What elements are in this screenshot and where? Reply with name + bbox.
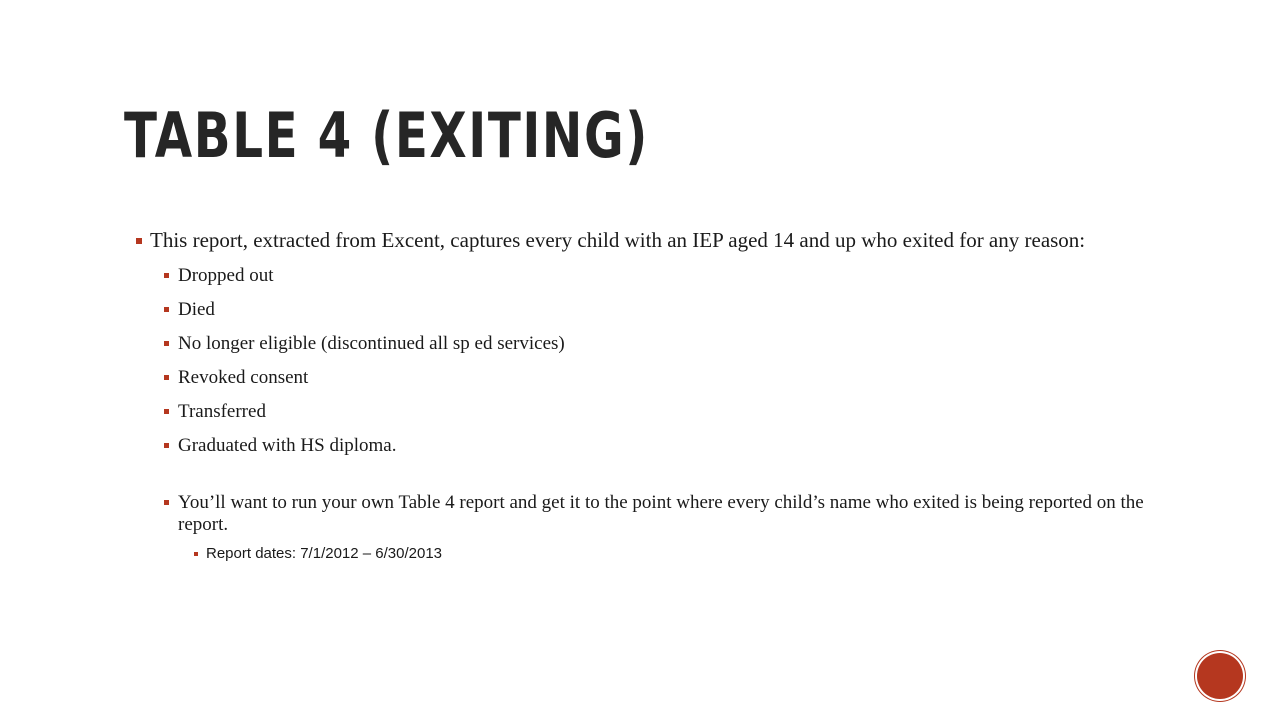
reason-text: Revoked consent bbox=[178, 367, 309, 388]
report-dates-text: Report dates: 7/1/2012 – 6/30/2013 bbox=[206, 545, 443, 562]
bullet-intro bbox=[150, 228, 1190, 253]
square-bullet-icon bbox=[164, 500, 169, 505]
square-bullet-icon bbox=[164, 307, 169, 312]
reason-item bbox=[178, 299, 1190, 321]
square-bullet-icon bbox=[136, 238, 142, 244]
reason-item bbox=[178, 401, 1190, 423]
spacer bbox=[150, 457, 1190, 492]
reason-text: No longer eligible (discontinued all sp ed services) bbox=[178, 333, 565, 354]
reason-item bbox=[178, 367, 1190, 389]
bullet-instruction bbox=[178, 492, 1190, 536]
reason-text: Died bbox=[178, 299, 215, 320]
reason-item bbox=[178, 333, 1190, 355]
reason-text: Transferred bbox=[178, 401, 266, 422]
square-bullet-icon bbox=[164, 341, 169, 346]
bullet-report-dates bbox=[206, 545, 1190, 563]
square-bullet-icon bbox=[164, 409, 169, 414]
square-bullet-icon bbox=[164, 273, 169, 278]
slide-left-edge bbox=[0, 0, 20, 720]
instruction-text: You’ll want to run your own Table 4 report and get it to the point where every child’s name who exited is being reported on the report. bbox=[178, 492, 1144, 535]
square-bullet-icon bbox=[164, 443, 169, 448]
reason-text: Graduated with HS diploma. bbox=[178, 435, 397, 456]
intro-text: This report, extracted from Excent, captures every child with an IEP aged 14 and up who exited for any reason: bbox=[150, 228, 1086, 252]
square-bullet-icon bbox=[194, 552, 198, 556]
slide-title: TABLE 4 (EXITING) bbox=[124, 99, 649, 172]
reason-item bbox=[178, 435, 1190, 457]
slide-number-badge bbox=[1197, 653, 1243, 699]
reason-item bbox=[178, 265, 1190, 287]
square-bullet-icon bbox=[164, 375, 169, 380]
reason-text: Dropped out bbox=[178, 265, 274, 286]
slide-body bbox=[150, 228, 1190, 563]
